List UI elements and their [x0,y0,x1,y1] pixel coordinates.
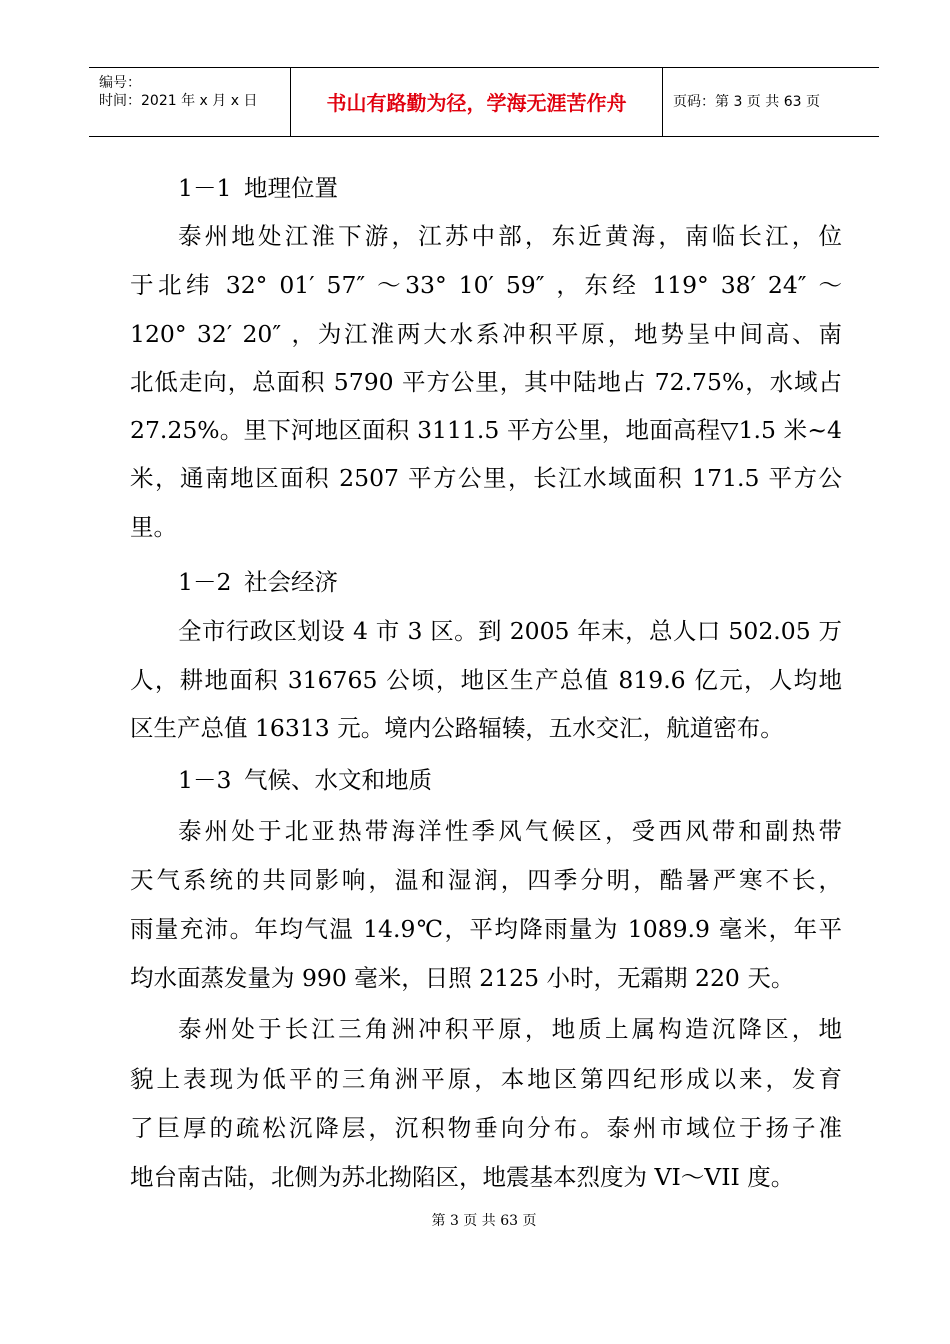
paragraph-line: 雨量充沛。年均气温 14.9℃，平均降雨量为 1089.9 毫米，年平 [130,915,842,943]
section-number: 1－3 [178,766,232,794]
header-motto: 书山有路勤为径，学海无涯苦作舟 [326,91,627,115]
header-page-cell [663,68,879,136]
document-number-label: 编号： [99,75,141,91]
paragraph-line: 全市行政区划设 4 市 3 区。到 2005 年末，总人口 502.05 万 [178,617,842,645]
paragraph-line: 120° 32′ 20″ ，为江淮两大水系冲积平原，地势呈中间高、南 [130,320,842,348]
header-page-info: 页码：第 3 页 共 63 页 [673,94,820,110]
paragraph-line: 米，通南地区面积 2507 平方公里，长江水域面积 171.5 平方公 [130,464,842,492]
section-title: 气候、水文和地质 [244,766,432,794]
section-title: 地理位置 [244,174,338,202]
paragraph-line: 均水面蒸发量为 990 毫米，日照 2125 小时，无霜期 220 天。 [130,964,795,992]
paragraph-line: 泰州处于北亚热带海洋性季风气候区，受西风带和副热带 [178,817,842,845]
paragraph-line: 天气系统的共同影响，温和湿润，四季分明，酷暑严寒不长， [130,866,842,894]
header-motto-cell [291,68,663,136]
paragraph-line: 北低走向，总面积 5790 平方公里，其中陆地占 72.75%，水域占 [130,368,842,396]
header-meta-cell [89,68,291,136]
paragraph-line: 里。 [130,513,177,541]
section-heading [178,765,890,795]
paragraph-line: 泰州地处江淮下游，江苏中部，东近黄海，南临长江，位 [178,222,842,250]
paragraph-line: 泰州处于长江三角洲冲积平原，地质上属构造沉降区，地 [178,1015,842,1043]
paragraph-line: 貌上表现为低平的三角洲平原，本地区第四纪形成以来，发育 [130,1065,842,1093]
section-title: 社会经济 [244,568,338,596]
paragraph-line: 27.25%。里下河地区面积 3111.5 平方公里，地面高程▽1.5 米~4 [130,416,842,444]
section-heading [178,567,890,597]
page-footer: 第 3 页 共 63 页 [431,1213,537,1229]
paragraph-line: 区生产总值 16313 元。境内公路辐辏，五水交汇，航道密布。 [130,714,784,742]
section-number: 1－1 [178,174,232,202]
paragraph-line: 了巨厚的疏松沉降层，沉积物垂向分布。泰州市域位于扬子准 [130,1114,842,1142]
document-date-label: 时间：2021 年 x 月 x 日 [99,93,258,109]
paragraph-line: 于北纬 32° 01′ 57″ ～33° 10′ 59″ ，东经 119° 38′ 24″ ～ [130,271,842,299]
paragraph-line: 地台南古陆，北侧为苏北拗陷区，地震基本烈度为 VI～VII 度。 [130,1163,795,1191]
section-heading [178,173,890,203]
section-number: 1－2 [178,568,232,596]
paragraph-line: 人，耕地面积 316765 公顷，地区生产总值 819.6 亿元，人均地 [130,666,842,694]
page-header [89,67,879,137]
